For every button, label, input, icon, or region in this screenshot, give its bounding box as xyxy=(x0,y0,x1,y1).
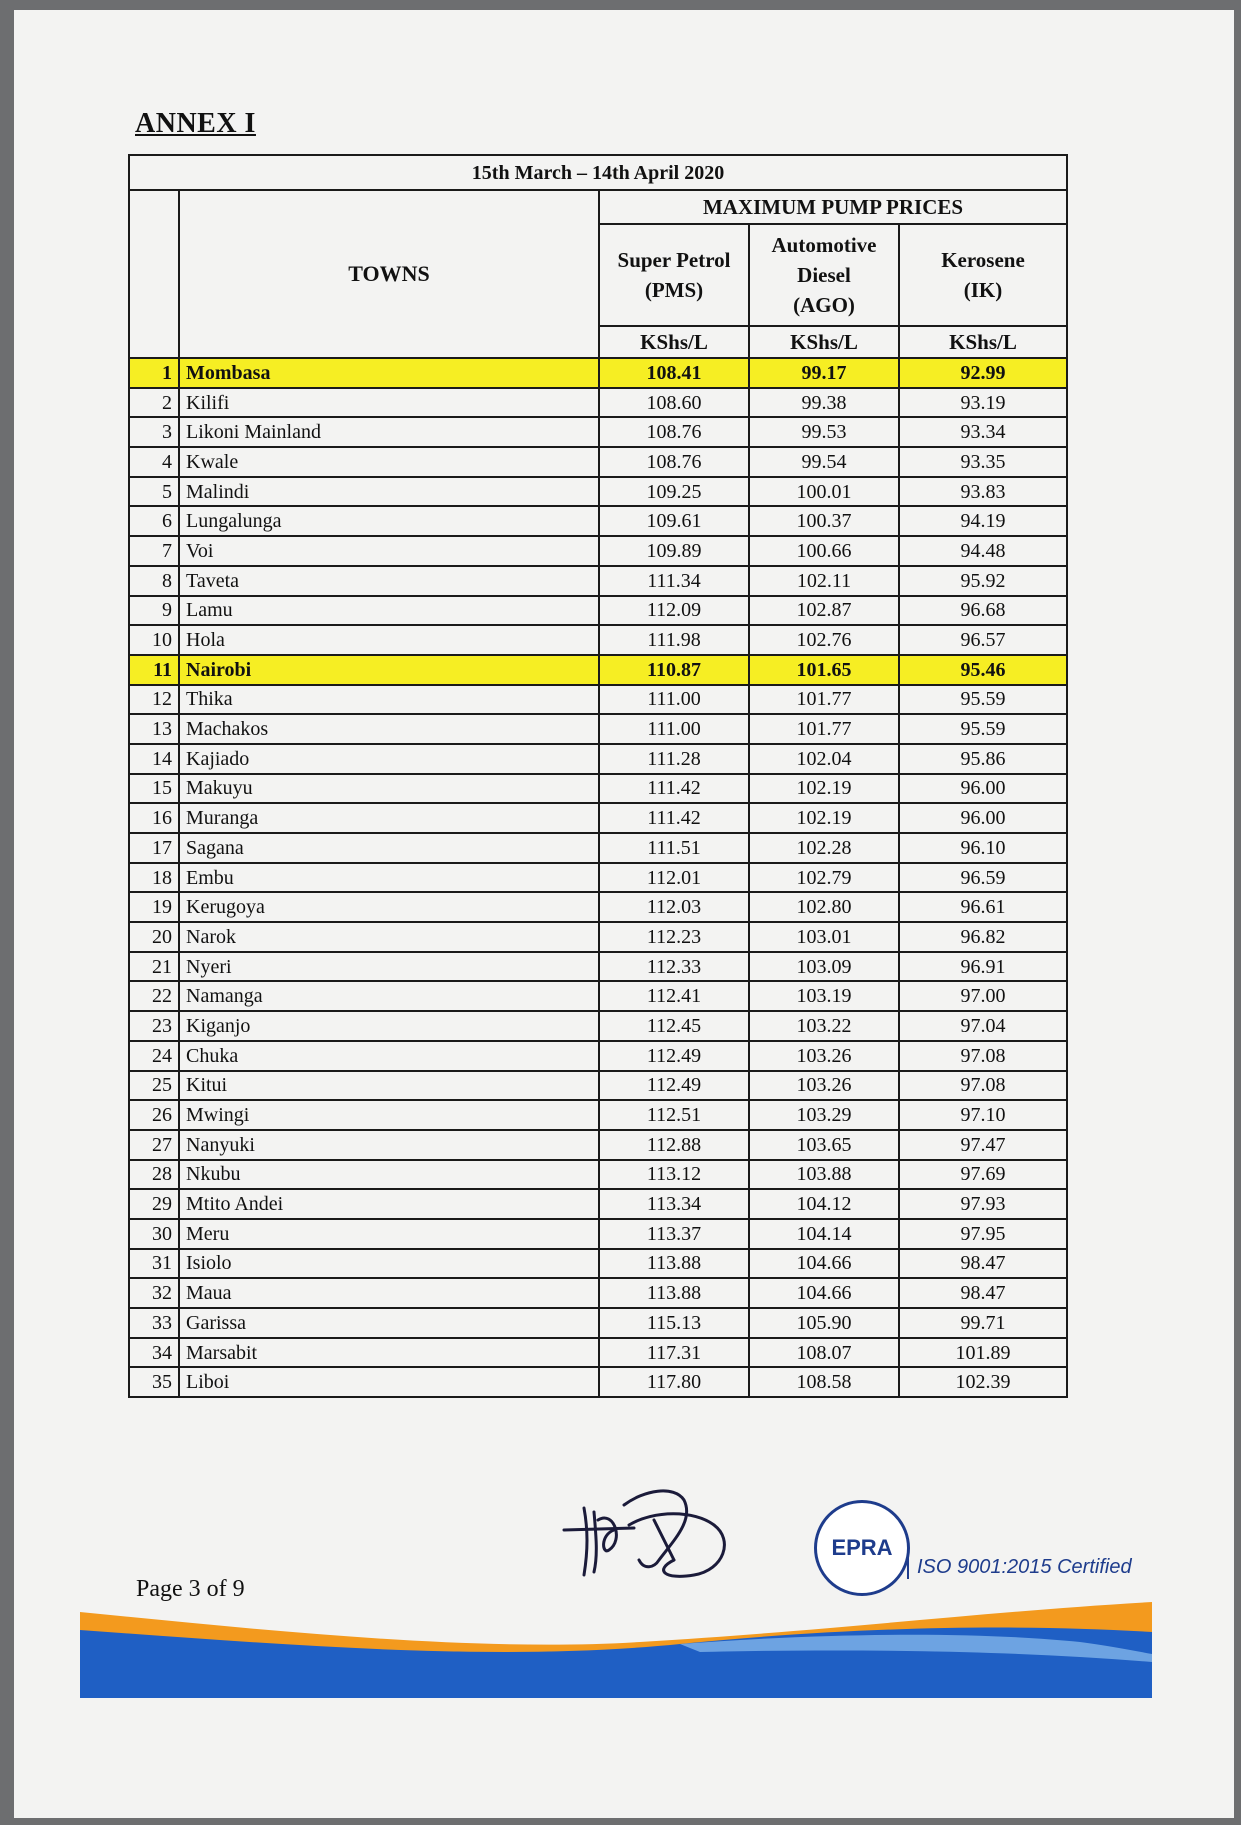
diesel-price: 103.26 xyxy=(749,1041,899,1071)
kerosene-price: 97.04 xyxy=(899,1011,1067,1041)
diesel-price: 102.87 xyxy=(749,596,899,626)
super-petrol-price: 112.88 xyxy=(599,1130,749,1160)
table-row xyxy=(129,714,1067,744)
row-number: 12 xyxy=(129,685,179,715)
kerosene-price: 93.34 xyxy=(899,417,1067,447)
super-petrol-price: 112.49 xyxy=(599,1041,749,1071)
town-name: Voi xyxy=(179,536,599,566)
row-number: 15 xyxy=(129,774,179,804)
unit-petrol: KShs/L xyxy=(599,326,749,358)
row-number: 16 xyxy=(129,803,179,833)
diesel-price: 108.58 xyxy=(749,1367,899,1397)
kerosene-price: 98.47 xyxy=(899,1278,1067,1308)
super-petrol-price: 117.31 xyxy=(599,1338,749,1368)
town-name: Lamu xyxy=(179,596,599,626)
kerosene-price: 99.71 xyxy=(899,1308,1067,1338)
table-row xyxy=(129,1308,1067,1338)
town-name: Kitui xyxy=(179,1071,599,1101)
towns-header: TOWNS xyxy=(179,190,599,358)
row-number: 33 xyxy=(129,1308,179,1338)
diesel-price: 101.77 xyxy=(749,685,899,715)
town-name: Thika xyxy=(179,685,599,715)
kerosene-header xyxy=(899,224,1067,326)
kerosene-price: 95.46 xyxy=(899,655,1067,685)
super-petrol-price: 111.34 xyxy=(599,566,749,596)
table-row xyxy=(129,803,1067,833)
table-row xyxy=(129,1130,1067,1160)
diesel-price: 102.79 xyxy=(749,863,899,893)
row-number: 24 xyxy=(129,1041,179,1071)
town-name: Maua xyxy=(179,1278,599,1308)
super-petrol-price: 113.12 xyxy=(599,1160,749,1190)
diesel-price: 105.90 xyxy=(749,1308,899,1338)
table-row xyxy=(129,774,1067,804)
row-number: 22 xyxy=(129,981,179,1011)
page-number: Page 3 of 9 xyxy=(136,1576,245,1602)
kerosene-price: 94.19 xyxy=(899,506,1067,536)
town-name: Liboi xyxy=(179,1367,599,1397)
row-number: 26 xyxy=(129,1100,179,1130)
diesel-price: 103.88 xyxy=(749,1160,899,1190)
diesel-price: 101.77 xyxy=(749,714,899,744)
diesel-price: 102.19 xyxy=(749,774,899,804)
kerosene-price: 96.59 xyxy=(899,863,1067,893)
row-number: 35 xyxy=(129,1367,179,1397)
super-petrol-price: 111.98 xyxy=(599,625,749,655)
kerosene-price: 96.68 xyxy=(899,596,1067,626)
town-name: Mombasa xyxy=(179,358,599,388)
diesel-price: 99.53 xyxy=(749,417,899,447)
town-name: Mwingi xyxy=(179,1100,599,1130)
row-number: 8 xyxy=(129,566,179,596)
town-name: Chuka xyxy=(179,1041,599,1071)
row-number: 4 xyxy=(129,447,179,477)
table-row xyxy=(129,1278,1067,1308)
town-name: Machakos xyxy=(179,714,599,744)
table-row xyxy=(129,1160,1067,1190)
kerosene-price: 97.10 xyxy=(899,1100,1067,1130)
super-petrol-price: 112.45 xyxy=(599,1011,749,1041)
diesel-price: 103.29 xyxy=(749,1100,899,1130)
row-number: 19 xyxy=(129,892,179,922)
super-petrol-price: 112.23 xyxy=(599,922,749,952)
row-number: 5 xyxy=(129,477,179,507)
diesel-price: 99.54 xyxy=(749,447,899,477)
table-row xyxy=(129,1100,1067,1130)
table-row xyxy=(129,388,1067,418)
town-name: Embu xyxy=(179,863,599,893)
row-number: 1 xyxy=(129,358,179,388)
super-petrol-price: 117.80 xyxy=(599,1367,749,1397)
diesel-price: 100.37 xyxy=(749,506,899,536)
town-name: Namanga xyxy=(179,981,599,1011)
row-number: 30 xyxy=(129,1219,179,1249)
period-header: 15th March – 14th April 2020 xyxy=(129,155,1067,190)
town-name: Muranga xyxy=(179,803,599,833)
table-row xyxy=(129,625,1067,655)
diesel-price: 103.65 xyxy=(749,1130,899,1160)
table-row xyxy=(129,1011,1067,1041)
kerosene-price: 95.59 xyxy=(899,685,1067,715)
table-row xyxy=(129,744,1067,774)
number-column-header xyxy=(129,190,179,358)
kerosene-price: 102.39 xyxy=(899,1367,1067,1397)
table-row xyxy=(129,892,1067,922)
row-number: 29 xyxy=(129,1189,179,1219)
town-name: Kwale xyxy=(179,447,599,477)
kerosene-price: 101.89 xyxy=(899,1338,1067,1368)
kerosene-price: 97.08 xyxy=(899,1071,1067,1101)
town-name: Kerugoya xyxy=(179,892,599,922)
super-petrol-price: 112.03 xyxy=(599,892,749,922)
super-petrol-price: 108.41 xyxy=(599,358,749,388)
document-page xyxy=(14,10,1234,1818)
diesel-price: 104.66 xyxy=(749,1249,899,1279)
ik-label: (IK) xyxy=(963,278,1003,302)
kerosene-price: 95.86 xyxy=(899,744,1067,774)
diesel-price: 99.38 xyxy=(749,388,899,418)
row-number: 17 xyxy=(129,833,179,863)
town-name: Isiolo xyxy=(179,1249,599,1279)
row-number: 32 xyxy=(129,1278,179,1308)
super-petrol-price: 112.41 xyxy=(599,981,749,1011)
kerosene-price: 95.59 xyxy=(899,714,1067,744)
footer-wave-banner xyxy=(80,1602,1152,1698)
diesel-price: 99.17 xyxy=(749,358,899,388)
row-number: 34 xyxy=(129,1338,179,1368)
town-name: Garissa xyxy=(179,1308,599,1338)
table-body xyxy=(129,358,1067,1397)
kerosene-price: 96.61 xyxy=(899,892,1067,922)
table-row xyxy=(129,566,1067,596)
kerosene-price: 97.95 xyxy=(899,1219,1067,1249)
automotive-label: Automotive xyxy=(771,233,877,257)
table-row xyxy=(129,477,1067,507)
pms-label: (PMS) xyxy=(644,278,704,302)
super-petrol-price: 113.37 xyxy=(599,1219,749,1249)
kerosene-price: 97.93 xyxy=(899,1189,1067,1219)
table-row xyxy=(129,1041,1067,1071)
table-row xyxy=(129,1071,1067,1101)
table-row xyxy=(129,506,1067,536)
kerosene-price: 96.57 xyxy=(899,625,1067,655)
diesel-price: 102.80 xyxy=(749,892,899,922)
town-name: Likoni Mainland xyxy=(179,417,599,447)
diesel-price: 102.28 xyxy=(749,833,899,863)
diesel-price: 103.09 xyxy=(749,952,899,982)
super-petrol-price: 111.00 xyxy=(599,714,749,744)
super-petrol-price: 115.13 xyxy=(599,1308,749,1338)
kerosene-price: 98.47 xyxy=(899,1249,1067,1279)
town-name: Kajiado xyxy=(179,744,599,774)
signature-image xyxy=(554,1480,754,1590)
diesel-price: 104.14 xyxy=(749,1219,899,1249)
diesel-price: 101.65 xyxy=(749,655,899,685)
table-row xyxy=(129,447,1067,477)
super-petrol-price: 108.60 xyxy=(599,388,749,418)
super-petrol-header xyxy=(599,224,749,326)
row-number: 10 xyxy=(129,625,179,655)
diesel-price: 102.19 xyxy=(749,803,899,833)
town-name: Nairobi xyxy=(179,655,599,685)
super-petrol-price: 111.00 xyxy=(599,685,749,715)
super-petrol-price: 108.76 xyxy=(599,417,749,447)
kerosene-price: 97.08 xyxy=(899,1041,1067,1071)
table-row xyxy=(129,417,1067,447)
super-petrol-price: 109.25 xyxy=(599,477,749,507)
diesel-price: 104.12 xyxy=(749,1189,899,1219)
table-row xyxy=(129,863,1067,893)
row-number: 31 xyxy=(129,1249,179,1279)
table-row xyxy=(129,833,1067,863)
super-petrol-price: 113.88 xyxy=(599,1249,749,1279)
town-name: Marsabit xyxy=(179,1338,599,1368)
diesel-price: 102.76 xyxy=(749,625,899,655)
town-name: Nyeri xyxy=(179,952,599,982)
super-petrol-price: 111.42 xyxy=(599,803,749,833)
super-petrol-price: 112.33 xyxy=(599,952,749,982)
town-name: Nkubu xyxy=(179,1160,599,1190)
kerosene-price: 96.82 xyxy=(899,922,1067,952)
town-name: Narok xyxy=(179,922,599,952)
iso-certification: ISO 9001:2015 Certified xyxy=(907,1556,1132,1579)
town-name: Makuyu xyxy=(179,774,599,804)
diesel-price: 103.26 xyxy=(749,1071,899,1101)
annex-title: ANNEX I xyxy=(135,108,256,139)
table-row xyxy=(129,655,1067,685)
kerosene-price: 96.00 xyxy=(899,803,1067,833)
super-petrol-label: Super Petrol xyxy=(617,248,731,272)
row-number: 2 xyxy=(129,388,179,418)
max-pump-prices-header: MAXIMUM PUMP PRICES xyxy=(599,190,1067,224)
row-number: 25 xyxy=(129,1071,179,1101)
town-name: Malindi xyxy=(179,477,599,507)
town-name: Mtito Andei xyxy=(179,1189,599,1219)
super-petrol-price: 108.76 xyxy=(599,447,749,477)
row-number: 6 xyxy=(129,506,179,536)
kerosene-price: 93.35 xyxy=(899,447,1067,477)
unit-diesel: KShs/L xyxy=(749,326,899,358)
row-number: 23 xyxy=(129,1011,179,1041)
town-name: Nanyuki xyxy=(179,1130,599,1160)
kerosene-price: 97.00 xyxy=(899,981,1067,1011)
diesel-price: 104.66 xyxy=(749,1278,899,1308)
town-name: Hola xyxy=(179,625,599,655)
row-number: 18 xyxy=(129,863,179,893)
kerosene-price: 96.10 xyxy=(899,833,1067,863)
super-petrol-price: 110.87 xyxy=(599,655,749,685)
diesel-price: 102.04 xyxy=(749,744,899,774)
row-number: 27 xyxy=(129,1130,179,1160)
kerosene-price: 97.69 xyxy=(899,1160,1067,1190)
diesel-price: 108.07 xyxy=(749,1338,899,1368)
super-petrol-price: 112.01 xyxy=(599,863,749,893)
row-number: 28 xyxy=(129,1160,179,1190)
row-number: 20 xyxy=(129,922,179,952)
town-name: Taveta xyxy=(179,566,599,596)
town-name: Meru xyxy=(179,1219,599,1249)
row-number: 9 xyxy=(129,596,179,626)
row-number: 7 xyxy=(129,536,179,566)
super-petrol-price: 112.09 xyxy=(599,596,749,626)
super-petrol-price: 113.88 xyxy=(599,1278,749,1308)
automotive-diesel-header xyxy=(749,224,899,326)
table-row xyxy=(129,952,1067,982)
table-row xyxy=(129,536,1067,566)
super-petrol-price: 111.51 xyxy=(599,833,749,863)
kerosene-price: 96.00 xyxy=(899,774,1067,804)
diesel-price: 100.01 xyxy=(749,477,899,507)
town-name: Kilifi xyxy=(179,388,599,418)
super-petrol-price: 109.89 xyxy=(599,536,749,566)
super-petrol-price: 113.34 xyxy=(599,1189,749,1219)
kerosene-price: 93.83 xyxy=(899,477,1067,507)
town-name: Lungalunga xyxy=(179,506,599,536)
kerosene-label: Kerosene xyxy=(941,248,1025,272)
diesel-price: 102.11 xyxy=(749,566,899,596)
kerosene-price: 93.19 xyxy=(899,388,1067,418)
kerosene-price: 95.92 xyxy=(899,566,1067,596)
diesel-label: Diesel xyxy=(797,263,851,287)
epra-logo: EPRA xyxy=(814,1500,910,1596)
super-petrol-price: 111.42 xyxy=(599,774,749,804)
super-petrol-price: 112.51 xyxy=(599,1100,749,1130)
pump-prices-table xyxy=(128,154,1068,1398)
diesel-price: 103.22 xyxy=(749,1011,899,1041)
table-row xyxy=(129,981,1067,1011)
table-row xyxy=(129,685,1067,715)
table-row xyxy=(129,1338,1067,1368)
diesel-price: 103.19 xyxy=(749,981,899,1011)
unit-kerosene: KShs/L xyxy=(899,326,1067,358)
table-row xyxy=(129,922,1067,952)
diesel-price: 103.01 xyxy=(749,922,899,952)
table-row xyxy=(129,1219,1067,1249)
town-name: Kiganjo xyxy=(179,1011,599,1041)
table-row xyxy=(129,358,1067,388)
ago-label: (AGO) xyxy=(793,293,855,317)
table-row xyxy=(129,1189,1067,1219)
row-number: 13 xyxy=(129,714,179,744)
row-number: 3 xyxy=(129,417,179,447)
diesel-price: 100.66 xyxy=(749,536,899,566)
kerosene-price: 96.91 xyxy=(899,952,1067,982)
table-row xyxy=(129,1249,1067,1279)
super-petrol-price: 109.61 xyxy=(599,506,749,536)
row-number: 21 xyxy=(129,952,179,982)
kerosene-price: 92.99 xyxy=(899,358,1067,388)
super-petrol-price: 112.49 xyxy=(599,1071,749,1101)
table-row xyxy=(129,596,1067,626)
kerosene-price: 94.48 xyxy=(899,536,1067,566)
town-name: Sagana xyxy=(179,833,599,863)
kerosene-price: 97.47 xyxy=(899,1130,1067,1160)
row-number: 14 xyxy=(129,744,179,774)
row-number: 11 xyxy=(129,655,179,685)
table-row xyxy=(129,1367,1067,1397)
super-petrol-price: 111.28 xyxy=(599,744,749,774)
